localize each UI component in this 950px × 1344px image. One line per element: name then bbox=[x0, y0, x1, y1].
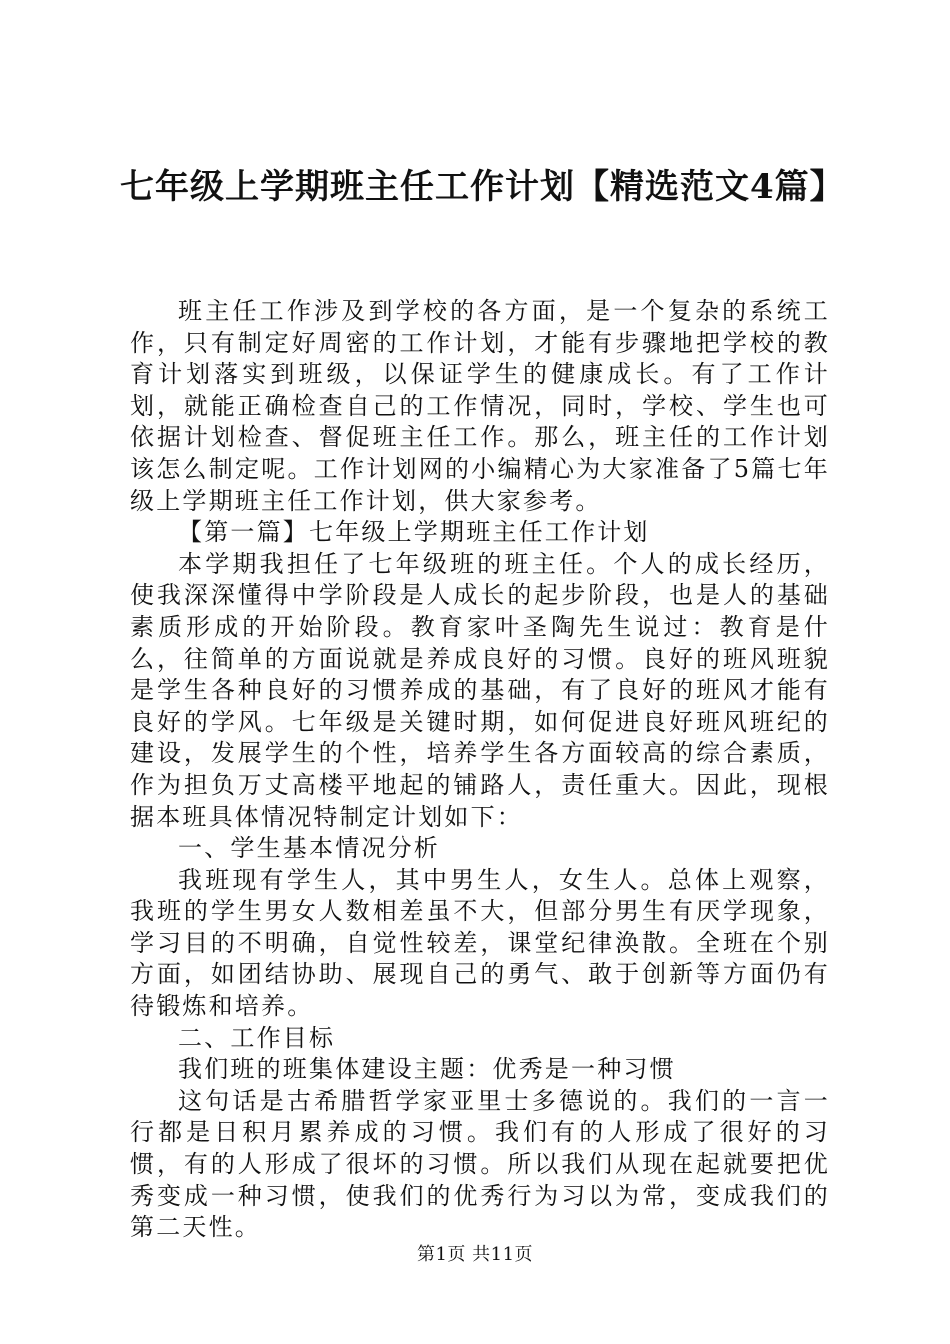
subheading-student-analysis: 一、学生基本情况分析 bbox=[178, 834, 440, 863]
section-heading-first-article: 【第一篇】七年级上学期班主任工作计划 bbox=[178, 518, 650, 547]
class-theme-line: 我们班的班集体建设主题：优秀是一种习惯 bbox=[178, 1055, 676, 1084]
intro-paragraph: 班主任工作涉及到学校的各方面，是一个复杂的系统工作，只有制定好周密的工作计划，才能有步骤地把学校的教育计划落实到班级，以保证学生的健康成长。有了工作计划，就能正确检查自己的工作情况，同时，学校、学生也可依据计划检查、督促班主任工作。那么，班主任的工作计划该怎么制定呢。工作计划网的小编精心为大家准备了5篇七年级上学期班主任工作计划，供大家参考。 bbox=[130, 297, 830, 515]
theme-explanation-paragraph: 这句话是古希腊哲学家亚里士多德说的。我们的一言一行都是日积月累养成的习惯。我们有的人形成了很好的习惯，有的人形成了很坏的习惯。所以我们从现在起就要把优秀变成一种习惯，使我们的优秀行为习以为常，变成我们的第二天性。 bbox=[130, 1086, 830, 1242]
student-analysis-paragraph: 我班现有学生人，其中男生人，女生人。总体上观察，我班的学生男女人数相差虽不大，但部分男生有厌学现象，学习目的不明确，自觉性较差，课堂纪律涣散。全班在个别方面，如团结协助、展现自己的勇气、敢于创新等方面仍有待锻炼和培养。 bbox=[130, 865, 830, 1021]
page-footer: 第1页 共11页 bbox=[416, 1244, 534, 1265]
document-title: 七年级上学期班主任工作计划【精选范文4篇】 bbox=[120, 167, 845, 207]
subheading-work-goals: 二、工作目标 bbox=[178, 1023, 336, 1052]
document-body bbox=[130, 296, 830, 1244]
article-paragraph: 本学期我担任了七年级班的班主任。个人的成长经历，使我深深懂得中学阶段是人成长的起步阶段，也是人的基础素质形成的开始阶段。教育家叶圣陶先生说过：教育是什么，往简单的方面说就是养成良好的习惯。良好的班风班貌是学生各种良好的习惯养成的基础，有了良好的班风才能有良好的学风。七年级是关键时期，如何促进良好班风班纪的建设，发展学生的个性，培养学生各方面较高的综合素质，作为担负万丈高楼平地起的铺路人，责任重大。因此，现根据本班具体情况特制定计划如下： bbox=[130, 549, 830, 831]
